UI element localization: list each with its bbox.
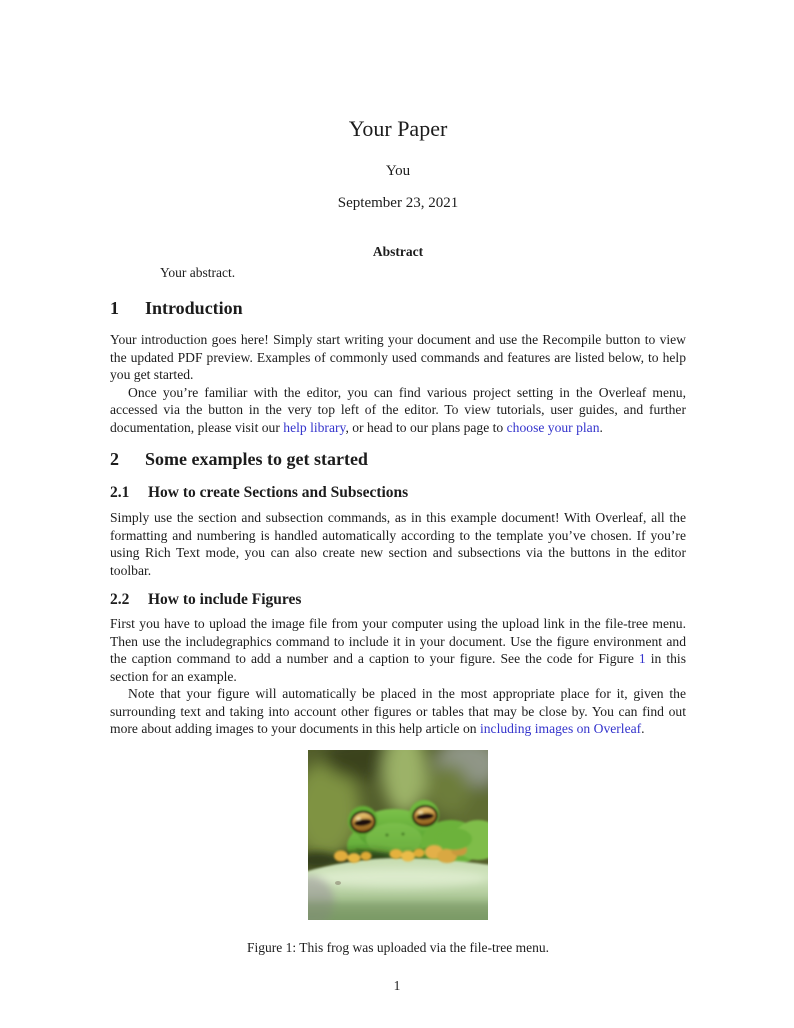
frog-photo xyxy=(308,750,488,920)
help-library-link[interactable]: help library xyxy=(283,419,346,435)
text-run: in this section for an example. xyxy=(110,651,686,684)
page-content xyxy=(110,0,686,956)
text-run: First you have to upload the image file from your computer using the upload link in the file-tree menu. Then use the includegraphics command to include it in your document. Use the figure environment and the caption command to add a number and a caption to your figure. See the code for Figure xyxy=(110,616,686,666)
figure-1-reference-link[interactable]: 1 xyxy=(638,651,646,666)
section-1-number: 1 xyxy=(110,298,119,318)
choose-your-plan-link[interactable]: choose your plan xyxy=(506,419,600,435)
figures-paragraph-1 xyxy=(110,615,686,685)
text-run: Once you’re familiar with the editor, you can find various project setting in the Overleaf menu, accessed via the button in the very top left of the editor. To view tutorials, user guides, and further documentation, please visit our xyxy=(110,384,686,435)
section-2-title: Some examples to get started xyxy=(145,449,368,469)
subsection-2-1-number: 2.1 xyxy=(110,484,130,501)
figure-1-caption: Figure 1: This frog was uploaded via the file-tree menu. xyxy=(247,939,549,955)
abstract-heading: Abstract xyxy=(372,244,424,259)
paper-author: You xyxy=(385,163,411,179)
paper-date: September 23, 2021 xyxy=(337,195,459,211)
abstract-body: Your abstract. xyxy=(160,265,236,280)
subsection-2-2-title: How to include Figures xyxy=(148,591,302,608)
subsection-2-1-heading xyxy=(110,484,686,502)
page-number: 1 xyxy=(393,978,401,993)
text-run: . xyxy=(641,721,645,736)
intro-paragraph-1: Your introduction goes here! Simply start writing your document and use the Recompile button to view the updated PDF preview. Examples of commonly used commands and features are listed below, to help you get started. xyxy=(110,332,686,382)
sections-paragraph: Simply use the section and subsection commands, as in this example document! With Overleaf, all the formatting and numbering is handled automatically according to the template you’ve chosen. If you’re using Rich Text mode, you can also create new section and subsections via the buttons in the editor toolbar. xyxy=(110,510,686,578)
section-1-heading xyxy=(110,298,686,319)
section-2-number: 2 xyxy=(110,449,119,469)
intro-paragraph-2 xyxy=(110,384,686,437)
subsection-2-2-heading xyxy=(110,591,686,609)
figure-1 xyxy=(110,750,686,925)
text-run: Note that your figure will automatically be placed in the most appropriate place for it, given the surrounding text and taking into account other figures or tables that may be close by. You can find out more about adding images to your documents in this help article on xyxy=(110,686,686,736)
text-run: . xyxy=(599,419,603,435)
subsection-2-2-number: 2.2 xyxy=(110,591,130,608)
section-1-title: Introduction xyxy=(145,298,243,318)
section-2-heading xyxy=(110,449,686,470)
subsection-2-1-title: How to create Sections and Subsections xyxy=(148,484,409,501)
figures-paragraph-2 xyxy=(110,685,686,738)
paper-title: Your Paper xyxy=(348,116,448,141)
text-run: , or head to our plans page to xyxy=(345,419,507,435)
including-images-link[interactable]: including images on Overleaf xyxy=(479,721,642,736)
